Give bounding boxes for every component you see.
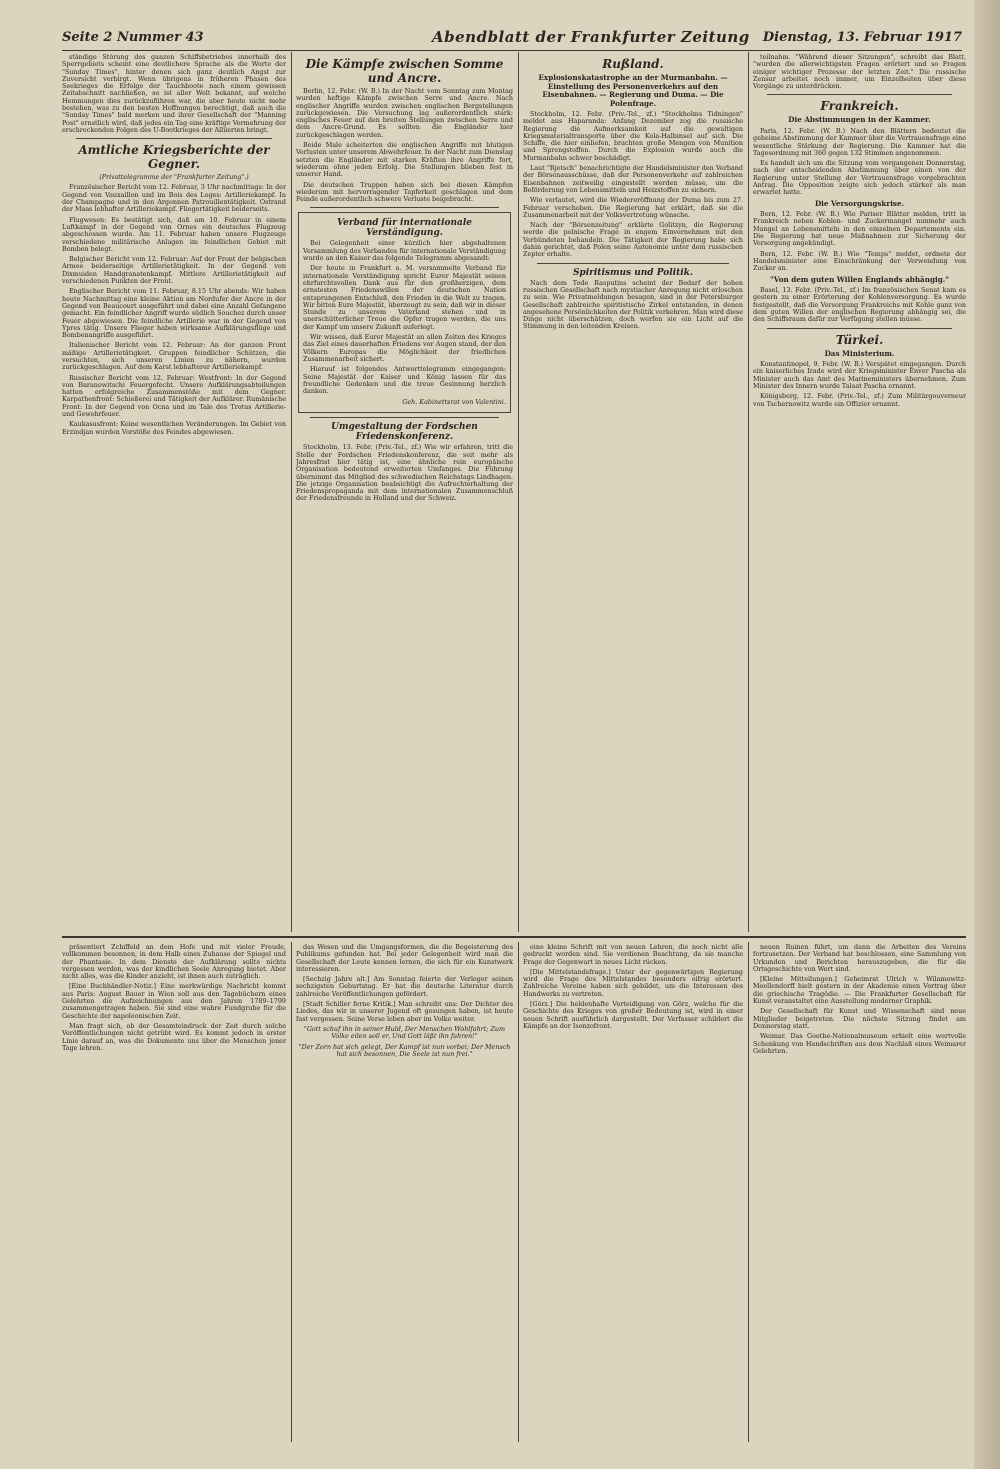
article-continuation: ständige Störung des ganzen Schiffsbetriebes innerhalb des Sperrgebiets scheint eine deutlichere Sprache als die Worte der "Sunday Times", hinter denen sich ganz deutlich Angst zur Zuversicht verbirgt. Wenn übrigens in früheren Phasen des Seekrieges die Erfolge der Tauchboote nach einem gewissen Zeitabschnitt nachließen, so ist aller Welt bekannt, auf welche Hemmungen dies zurückzuführen war, die aber heute nicht mehr bestehen, was zu den besten Hoffnungen berechtigt, daß auch die "Sunday Times" bald merken und ihrer Gesellschaft der "Manning Post" ernstlich wird, daß jedes ein Tag eine kräftige Vermehrung der erschreckenden Folgen des U-Bootkrieges der Alliierten bringt. — [62, 54, 286, 134]
paragraph: Nach dem Tode Rasputins scheint der Bedarf der hohen russischen Gesellschaft nach mystischer Anregung nicht erloschen zu sein. Wie Privatmeldungen besagen, sind in der Petersburger Gesellschaft zahlreiche spiritistische Zirkel entstanden, in denen angesehene Persönlichkeiten der Politik verkehren. Man wird diese Dinge nicht überschätzen, doch werfen sie ein Licht auf die Stimmung in den leitenden Kreisen. — [523, 278, 743, 331]
paragraph: Italienischer Bericht vom 12. Februar: An der ganzen Front mäßige Artillerietätigkeit. Gruppen feindlicher Schützen, die versuchten, sich unseren Linien zu nähern, wurden zurückgeschlagen. Auf dem Karst lebhafterer Artilleriekampf. — [62, 341, 286, 372]
paragraph: [Görz.] Die heldenhafte Verteidigung von Görz, welche für die Geschichte des Krieges von großer Bedeutung ist, wird in einer neuen Schrift ausführlich dargestellt. Der Verfasser schildert die Kämpfe an der Isonzofront. — [523, 1000, 743, 1030]
column-rule — [518, 52, 519, 932]
separator — [537, 263, 729, 264]
scan-edge — [974, 0, 1000, 1469]
paragraph: [Die Mittelstandsfrage.] Unter der gegenwärtigen Regierung wird die Frage des Mittelstandes besonders eifrig erörtert. Zahlreiche Vereine haben sich gebildet, um die Interessen des Handwerks zu vertreten. — [523, 967, 743, 998]
separator — [767, 94, 952, 95]
paragraph: Es handelt sich um die Sitzung vom vergangenen Donnerstag, nach der entscheidenden Abstimmung über einen von der Regierung unter Stellung der Vertrauensfrage vorgebrachten Antrag. Die Opposition zeigte sich jedoch stärker als man erwartet hatte. — [753, 159, 966, 197]
paragraph: Französischer Bericht vom 12. Februar, 3 Uhr nachmittags: In der Gegend von Vauxaillon und im Bois des Loges: Artilleriekampf. In der Champagne und in den Argonnen Patrouillentätigkeit. Ostrand der Maas lebhafter Artilleriekampf. Fliegertätigkeit beiderseits. — [62, 183, 286, 214]
article-subtitle: (Privattelegramme der "Frankfurter Zeitung".) — [99, 174, 249, 182]
paragraph: Der Gesellschaft für Kunst und Wissenschaft sind neue Mitglieder beigetreten. Die nächste Sitzung findet am Donnerstag statt. — [753, 1007, 966, 1030]
paragraph: das Wesen und die Umgangsformen, die die Begeisterung des Publikums gefunden hat. Bei jeder Gelegenheit wird man die Gesellschaft der Leute kennen lernen, die sich für ein Kunstwerk interessieren. — [296, 944, 513, 973]
column-rule — [291, 942, 292, 1442]
column-2 — [296, 54, 513, 932]
paragraph: präsentiert Zchiffeld an dem Hofe und mit vieler Freude, vollkommen besonnen, in dem Halb eines Zuhause der Spiegel und der Phantasie. In dem Dienste der Aufklärung sollte nichts vergessen werden, was der kindlichen Seele Anregung bietet. Aber nicht alles, was die Kinder anzieht, ist ihnen auch zuträglich. — [62, 944, 286, 981]
newspaper-name: Abendblatt der Frankfurter Zeitung — [432, 28, 750, 46]
column-rule — [748, 942, 749, 1442]
paragraph: [Sechzig Jahre alt.] Am Sonntag feierte der Verleger seinen sechzigsten Geburtstag. Er hat die deutsche Literatur durch zahlreiche Veröffentlichungen gefördert. — [296, 975, 513, 998]
article-title-frankreich: Frankreich. — [820, 99, 899, 114]
article-continuation: teilnahm. "Während dieser Sitzungen", schreibt das Blatt, "wurden die allerwichtigsten Fragen erörtert und so Fragen einiger wichtiger Prozesse der letzten Zeit." Die russische Zensur arbeitet noch immer, um Einzelheiten über diese Vorgänge zu unterdrücken. — [753, 54, 966, 91]
paragraph: Flugwesen: Es bestätigt sich, daß am 10. Februar in einem Luftkampf in der Gegend von Ornes ein deutsches Flugzeug abgeschossen wurde. Am 11. Februar haben unsere Flugzeuge verschiedene militärische Anlagen im feindlichen Gebiet mit Bomben belegt. — [62, 215, 286, 253]
paragraph: Kaukasusfront: Keine wesentlichen Veränderungen. Im Gebiet von Erzindjan wurden Vorstöße des Feindes abgewiesen. — [62, 420, 286, 436]
column-1 — [62, 54, 286, 932]
article-subheading: "Von dem guten Willen Englands abhängig." — [770, 274, 949, 284]
separator — [310, 417, 499, 418]
paragraph: [Stadt Schiller ferne Kritik.] Man schreibt uns: Der Dichter des Liedes, das wir in unserer Jugend oft gesungen haben, ist heute fast vergessen. Seine Verse leben aber im Volke weiter. — [296, 1000, 513, 1023]
paragraph: Belgischer Bericht vom 12. Februar: Auf der Front der belgischen Armee beiderseitige Artillerietätigkeit. In der Gegend von Dixmuiden Handgranatenkampf. Mittlere Artillerietätigkeit auf verschiedenen Punkten der Front. — [62, 255, 286, 286]
article-subheading: Das Ministerium. — [824, 348, 895, 358]
feuilleton-column-3 — [523, 944, 743, 1442]
article-title-russland: Rußland. — [602, 57, 664, 71]
paragraph: Wir wissen, daß Eurer Majestät an allen Zeiten des Krieges das Ziel eines dauerhaften Friedens vor Augen stand, der den Völkern Europas die Möglichkeit der friedlichen Zusammenarbeit sichert. — [303, 333, 506, 363]
paragraph: Nach der "Börsenzeitung" erklärte Golitzyn, die Regierung werde die polnische Frage in engem Einvernehmen mit den Verbündeten behandeln. Die Tätigkeit der Regierung habe sich dahin gerichtet, daß Polen seine Autonomie unter dem russischen Zepter erhalte. — [523, 221, 743, 259]
paragraph: Man fragt sich, ob der Gesamteindruck der Zeit durch solche Veröffentlichungen nicht getrübt wird. Es kommt jedoch in erster Linie darauf an, was die Dokumente uns über die Menschen jener Tage lehren. — [62, 1021, 286, 1052]
paragraph: Bei Gelegenheit einer kürzlich hier abgehaltenen Versammlung des Verbandes für internationale Verständigung wurde an den Kaiser das folgende Telegramm abgesandt: — [303, 239, 506, 263]
separator — [76, 138, 272, 139]
paragraph: Wie verlautet, wird die Wiedereröffnung der Duma bis zum 27. Februar verschoben. Die Regierung hat erklärt, daß sie die Zusammenarbeit mit der Volksvertretung wünsche. — [523, 196, 743, 219]
paragraph: Hierauf ist folgendes Antworttelegramm eingegangen: Seine Majestät der Kaiser und König lassen für das freundliche Gedenken und die treue Gesinnung herzlich danken. — [303, 365, 506, 396]
paragraph: Laut "Rjetsch" benachrichtigte der Handelsminister den Verband der Börsenausschüsse, daß der Personenverkehr auf zahlreichen Eisenbahnen zeitweilig eingestellt werden müsse, um die Beförderung von Lebensmitteln und Heizstoffen zu sichern. — [523, 164, 743, 194]
paragraph: Basel, 13. Febr. (Priv.-Tel., zf.) Im französischen Senat kam es gestern zu einer Erörterung der Kohlenversorgung. Es wurde festgestellt, daß die Versorgung Frankreichs mit Kohle ganz von dem guten Willen der englischen Regierung abhängig sei, die den Schiffsraum dafür zur Verfügung stellen müsse. — [753, 286, 966, 324]
paragraph: Stockholm, 13. Febr. (Priv.-Tel., zf.) Wie wir erfahren, tritt die Stelle der Fordschen Friedenskonferenz, die seit mehr als Jahresfrist hier tätig ist, eine ähnliche rein europäische Organisation bedeutend erweiterten Umfanges. Die Führung übernimmt das Mitglied des schwedischen Reichstags Lindhagen. Die jetzige Organisation beabsichtigt die Aufrechterhaltung der Friedenspropaganda mit dem internationalen Zusammenschluß der Friedensfreunde in Holland und der Schweiz. — [296, 443, 513, 503]
paragraph: Königsberg, 12. Febr. (Priv.-Tel., zf.) Zum Militärgouverneur von Tschernowitz wurde ein Offizier ernannt. — [753, 392, 966, 408]
article-subheading: Die Abstimmungen in der Kammer. — [788, 115, 931, 125]
page-header — [62, 28, 962, 51]
paragraph: Berlin, 12. Febr. (W. B.) In der Nacht vom Sonntag zum Montag wurden heftige Kämpfe zwischen Serre und Ancre. Nach englischer Angriffe wurden zwischen englischen Bergstellungen zurückgewiesen. Die Versuchung lag außerordentlich stark: englisches Feuer auf den breiten Stellungen zwischen Serre und dem Ancre-Grund. Es sollten die Engländer hier zurückgeschlagen werden. — [296, 87, 513, 139]
article-subheading: Explosionskatastrophe an der Murmanbahn. — Einstellung des Personenverkehrs auf den Eisenbahnen. — Regierung und Duma. — Die Polenfrage. — [538, 73, 728, 108]
column-rule — [518, 942, 519, 1442]
paragraph: Beide Male scheiterten die englischen Angriffe mit blutigen Verlusten unter unserem Abwehrfeuer. In der Nacht zum Dienstag setzten die Engländer mit starken Kräften ihre Angriffe fort, wiederum ohne jeden Erfolg. Die Stellungen blieben fest in unserer Hand. — [296, 141, 513, 179]
paragraph: Stockholm, 12. Febr. (Priv.-Tel., zf.) "Stockholms Tidningen" meldet aus Haparanda: Anfang Dezember zog die russische Regierung die Aufmerksamkeit auf die gewaltigen Kriegsmaterialtransporte über die Kola-Halbinsel auf sich. Die Schiffe, die hier einliefen, brachten große Mengen von Munition und Sprengstoffen. Durch die Explosion wurde auch die Murmanbahn schwer beschädigt. — [523, 110, 743, 162]
article-subheading: Die Versorgungskrise. — [814, 198, 905, 208]
separator — [767, 328, 952, 329]
feuilleton-column-2 — [296, 944, 513, 1442]
column-rule — [291, 52, 292, 932]
article-title-ford: Umgestaltung der Fordschen Friedenskonferenz. — [331, 422, 478, 443]
paragraph: Weimar. Das Goethe-Nationalmuseum erhielt eine wertvolle Schenkung von Handschriften aus dem Nachlaß eines Weimarer Gelehrten. — [753, 1032, 966, 1055]
issue-date: Dienstag, 13. Februar 1917 — [762, 30, 962, 45]
feuilleton-column-1 — [62, 944, 286, 1442]
paragraph: Russischer Bericht vom 12. Februar: Westfront: In der Gegend von Baranowitschi Feuergefecht. Unsere Aufklärungsabteilungen hatten erfolgreiche Zusammenstöße mit dem Gegner. Karpathenfront: Schießerei und Tätigkeit der Aufklärer. Rumänische Front: In der Gegend von Ocna und im Tale des Trotus Artillerie- und Gewehrfeuer. — [62, 373, 286, 419]
article-title-spiritismus: Spiritismus und Politik. — [572, 267, 694, 278]
page-number: Seite 2 Nummer 43 — [62, 30, 204, 45]
separator — [310, 207, 499, 208]
column-3 — [523, 54, 743, 932]
paragraph: Konstantinopel, 9. Febr. (W. B.) Verspätet eingegangen. Durch ein kaiserliches Irade wird der Kriegsminister Enver Pascha als Minister auch das Amt des Marineministers übernehmen. Zum Minister des Innern wurde Talaat Pascha ernannt. — [753, 360, 966, 390]
paragraph: Englischer Bericht vom 11. Februar, 8.15 Uhr abends: Wir haben heute Nachmittag eine kleine Aktion am Nordufer der Ancre in der Gegend von Beaucourt ausgeführt und dabei eine Anzahl Gefangene gemacht. Ein feindlicher Angriff wurde südlich Souchez durch unser Feuer abgewiesen. Die feindliche Artillerie war in der Gegend von Ypres tätig. Unsere Flieger haben wirksame Aufklärungsflüge und Bombenangriffe ausgeführt. — [62, 287, 286, 340]
article-title-war-reports: Amtliche Kriegsberichte der Gegner. — [78, 143, 270, 172]
poem-verse: "Gott schuf ihn in seiner Huld, Der Menschen Wohlfahrt; Zum Volke eilen soll er, Und Gott läßt ihn fahren!" — [303, 1024, 506, 1041]
article-title-somme: Die Kämpfe zwischen Somme und Ancre. — [305, 57, 504, 85]
feuilleton-column-4 — [753, 944, 966, 1442]
paragraph: [Kleine Mitteilungen.] Geheimrat Ulrich v. Wilamowitz-Moellendorff hielt gestern in der Akademie einen Vortrag über die griechische Tragödie. — Die Frankfurter Gesellschaft für Kunst veranstaltet eine Ausstellung moderner Graphik. — [753, 975, 966, 1006]
paragraph: Bern, 12. Febr. (W. B.) Wie Pariser Blätter melden, tritt in Frankreich neben Kohlen- und Zuckermangel nunmehr auch Mangel an Lebensmitteln in den einzelnen Departements ein. Die Regierung hat neue Maßnahmen zur Sicherung der Versorgung angekündigt. — [753, 210, 966, 248]
paragraph: eine kleine Schrift mit von neuen Lehren, die noch nicht alle gedruckt worden sind. Sie verdienen Beachtung, da sie manche Frage der Gegenwart in neues Licht rücken. — [523, 944, 743, 966]
article-title-verband: Verband für internationale Verständigung. — [336, 218, 473, 239]
column-4 — [753, 54, 966, 932]
article-title-tuerkei: Türkei. — [835, 332, 884, 347]
paragraph: Die deutschen Truppen haben sich bei diesen Kämpfen wiederum mit hervorragender Tapferkeit geschlagen und dem Feinde außerordentlich schwere Verluste beigebracht. — [296, 180, 513, 204]
feuilleton-rule — [62, 936, 966, 938]
boxed-article — [298, 212, 511, 413]
paragraph: Bern, 12. Febr. (W. B.) Wie "Temps" meldet, ordnete der Handelsminister eine Einschränkung der Verwendung von Zucker an. — [753, 249, 966, 273]
column-rule — [748, 52, 749, 932]
paragraph: [Eine Buchhändler-Notiz.] Eine merkwürdige Nachricht kommt aus Paris: August Bauer in Wien soll aus den Tagebüchern eines Gelehrten die Aufzeichnungen aus den Jahren 1789–1799 zusammengetragen haben. Sie sind eine wahre Fundgrube für die Geschichte der napoleonischen Zeit. — [62, 982, 286, 1020]
signature: Geh. Kabinettsrat von Valentini. — [402, 398, 506, 407]
poem-verse: "Der Zorn hat sich gelegt, Der Kampf ist nun vorbei; Der Mensch hat sich besonnen, Die Seele ist nun frei." — [298, 1042, 511, 1058]
paragraph: Paris, 12. Febr. (W. B.) Nach den Blättern bedeutet die geheime Abstimmung der Kammer über die Vertrauensfrage eine wesentliche Stärkung der Regierung. Die Kammer hat die Tagesordnung mit 360 gegen 132 Stimmen angenommen. — [753, 126, 966, 157]
paragraph: neuen Ruinen führt, um dann die Arbeiten des Vereins fortzusetzen. Der Verband hat beschlossen, eine Sammlung von Urkunden und Berichten herauszugeben, die für die Ortsgeschichte von Wert sind. — [753, 944, 966, 973]
paragraph: Der heute in Frankfurt a. M. versammelte Verband für internationale Verständigung spricht Eurer Majestät seinen ehrfurchtsvollen Dank aus für den großherzigen, dem ernstesten Friedenswillen der deutschen Nation entsprungenen Entschluß, den Frieden in die Welt zu tragen. Wir bitten Eure Majestät, überzeugt zu sein, daß wir in dieser Stunde zu unserem Vaterland stehen und in unerschütterlicher Treue die Opfer tragen werden, die uns der Kampf um unsere Zukunft auferlegt. — [303, 264, 506, 331]
